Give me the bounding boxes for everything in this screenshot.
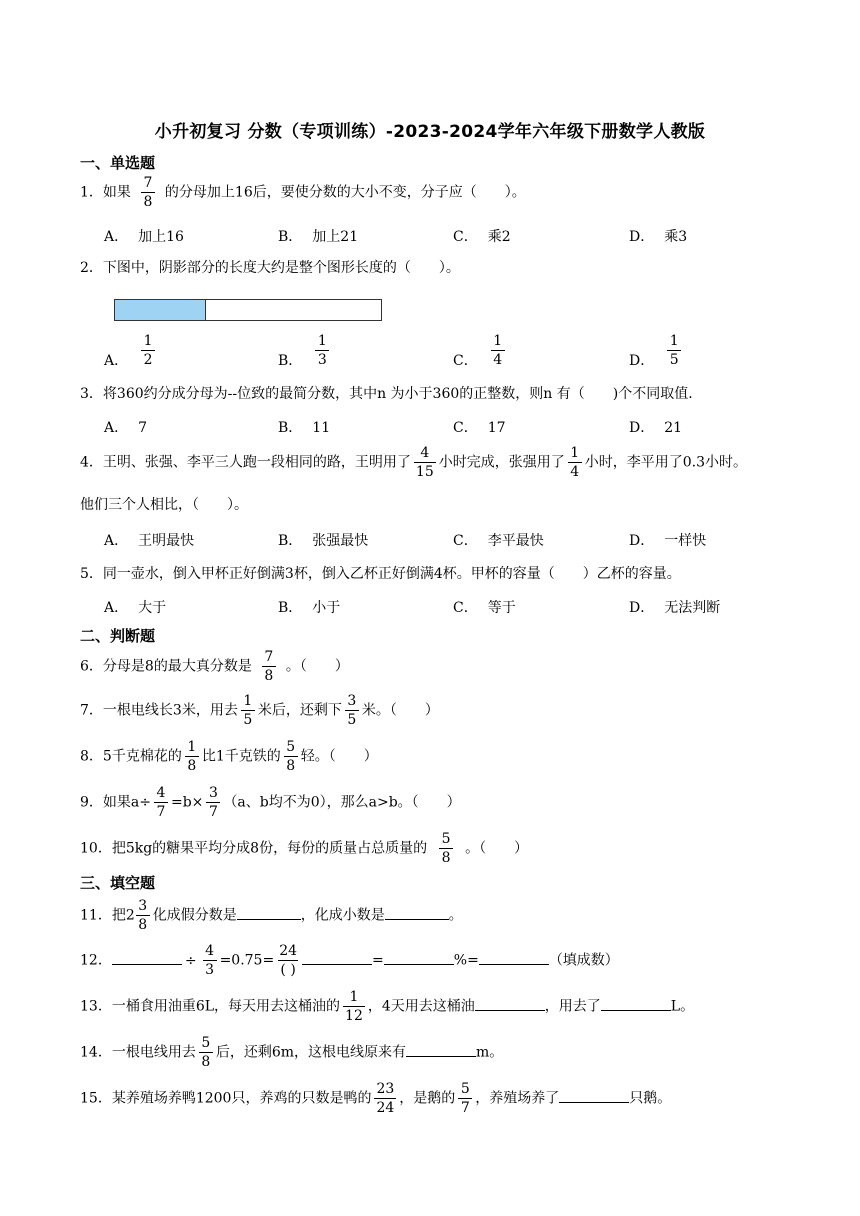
option-a[interactable]: A． 大于 [104, 600, 167, 616]
answer-blank[interactable] [406, 1042, 476, 1057]
option-c[interactable]: C． 等于 [453, 600, 516, 616]
fraction: $\frac{23}{24}$ [376, 1081, 395, 1116]
option-d[interactable]: D． 无法判断 [629, 600, 721, 616]
option-d[interactable]: D． 21 [629, 420, 683, 436]
fraction-bar-figure [114, 299, 382, 321]
options-q4 [104, 530, 824, 554]
option-c[interactable]: C． $\frac{1}{4}$ [453, 334, 508, 367]
fraction: $\frac{5}{8}$ [284, 740, 298, 773]
fraction: $\frac{4}{15}$ [415, 445, 434, 480]
answer-blank[interactable] [384, 950, 454, 965]
question-11: 11．把2 $\frac{3}{8}$ 化成假分数是 ，化成小数是 。 [80, 898, 463, 933]
question-text: 的分母加上16后，要使分数的大小不变，分子应（ ）。 [164, 184, 526, 201]
fraction: $\frac{7}{8}$ [141, 176, 155, 209]
answer-blank[interactable] [385, 905, 449, 920]
fraction: $\frac{24}{( )}$ [279, 943, 298, 978]
fraction: $\frac{1}{4}$ [568, 446, 582, 479]
answer-blank[interactable] [237, 905, 301, 920]
answer-blank[interactable] [302, 950, 372, 965]
answer-blank[interactable] [112, 950, 182, 965]
answer-blank[interactable] [601, 996, 671, 1011]
option-b[interactable]: B． 11 [278, 420, 331, 436]
section-heading-single-choice: 一、单选题 [80, 154, 156, 172]
page-title: 小升初复习 分数（专项训练）-2023-2024学年六年级下册数学人教版 [154, 122, 706, 142]
question-6: 6．分母是8的最大真分数是 $\frac{7}{8}$ 。（ ） [80, 649, 349, 684]
option-d[interactable]: D． $\frac{1}{5}$ [629, 334, 684, 367]
question-2: 2．下图中，阴影部分的长度大约是整个图形长度的（ ）。 [80, 260, 460, 276]
section-heading-true-false: 二、判断题 [80, 627, 156, 645]
option-d[interactable]: D． 乘3 [629, 229, 688, 245]
fraction: $\frac{1}{8}$ [185, 740, 199, 773]
option-a[interactable]: A． 王明最快 [104, 533, 195, 549]
question-text: 1．如果 [80, 184, 131, 201]
answer-blank[interactable] [475, 996, 545, 1011]
options-q3 [104, 417, 824, 441]
fraction: $\frac{1}{12}$ [345, 989, 363, 1024]
question-8: 8．5千克棉花的 $\frac{1}{8}$ 比1千克铁的 $\frac{5}{8}$ 轻。（ ） [80, 739, 378, 774]
fraction: $\frac{4}{3}$ [203, 944, 217, 977]
fraction: $\frac{3}{8}$ [136, 899, 150, 932]
question-10: 10．把5kg的糖果平均分成8份，每份的质量占总质量的 $\frac{5}{8}$ 。（ ） [80, 831, 529, 866]
option-a[interactable]: A． 7 [104, 420, 148, 436]
question-15: 15．某养殖场养鸭1200只，养鸡的只数是鸭的 $\frac{23}{24}$ ，是鹅的 $\frac{5}{7}$ ，养殖场养了 只鹅。 [80, 1081, 672, 1116]
option-b[interactable]: B． 加上21 [278, 229, 359, 245]
answer-blank[interactable] [479, 950, 549, 965]
question-1 [80, 176, 820, 209]
question-13: 13．一桶食用油重6L，每天用去这桶油的 $\frac{1}{12}$ ，4天用去这桶油 ，用去了 L。 [80, 989, 695, 1024]
option-d[interactable]: D． 一样快 [629, 533, 707, 549]
answer-blank[interactable] [559, 1088, 629, 1103]
option-c[interactable]: C． 17 [453, 420, 506, 436]
option-c[interactable]: C． 李平最快 [453, 533, 544, 549]
fraction: $\frac{5}{8}$ [439, 832, 453, 865]
fraction: $\frac{5}{8}$ [199, 1036, 213, 1069]
question-9: 9．如果a÷ $\frac{4}{7}$ =b× $\frac{3}{7}$ （a、b均不为0），那么a>b。（ ） [80, 785, 461, 820]
fraction: $\frac{7}{8}$ [262, 650, 276, 683]
question-7: 7．一根电线长3米，用去 $\frac{1}{5}$ 米后，还剩下 $\frac{3}{5}$ 米。（ ） [80, 693, 439, 728]
question-4-line-2: 他们三个人相比，（ ）。 [80, 497, 248, 513]
fraction: $\frac{3}{5}$ [345, 694, 359, 727]
fraction: $\frac{5}{7}$ [458, 1082, 472, 1115]
question-12: 12． ÷ $\frac{4}{3}$ =0.75= $\frac{24}{( )}$ = %= （填成数） [80, 943, 619, 978]
question-3: 3．将360约分成分母为--位致的最简分数，其中n 为小于360的正整数，则n 有（ )个不同取值. [80, 386, 693, 402]
options-q1 [104, 226, 824, 250]
fraction: $\frac{4}{7}$ [154, 786, 168, 819]
option-a[interactable]: A． 加上16 [104, 229, 184, 245]
shaded-part [115, 300, 206, 320]
fraction: $\frac{1}{5}$ [241, 694, 255, 727]
option-c[interactable]: C． 乘2 [453, 229, 511, 245]
question-5: 5．同一壶水，倒入甲杯正好倒满3杯，倒入乙杯正好倒满4杯。甲杯的容量（ ）乙杯的容量。 [80, 566, 681, 582]
option-b[interactable]: B． 张强最快 [278, 533, 369, 549]
option-b[interactable]: B． 小于 [278, 600, 341, 616]
options-q2 [104, 334, 824, 374]
option-a[interactable]: A． $\frac{1}{2}$ [104, 334, 158, 367]
options-q5 [104, 597, 824, 621]
fraction: $\frac{3}{7}$ [206, 786, 220, 819]
question-14: 14．一根电线用去 $\frac{5}{8}$ 后，还剩6m，这根电线原来有 m。 [80, 1035, 504, 1070]
section-heading-fill-in: 三、填空题 [80, 874, 156, 892]
question-4: 4．王明、张强、李平三人跑一段相同的路，王明用了 $\frac{4}{15}$ 小时完成，张强用了 $\frac{1}{4}$ 小时，李平用了0.3小时。 [80, 445, 747, 480]
option-b[interactable]: B． $\frac{1}{3}$ [278, 334, 332, 367]
